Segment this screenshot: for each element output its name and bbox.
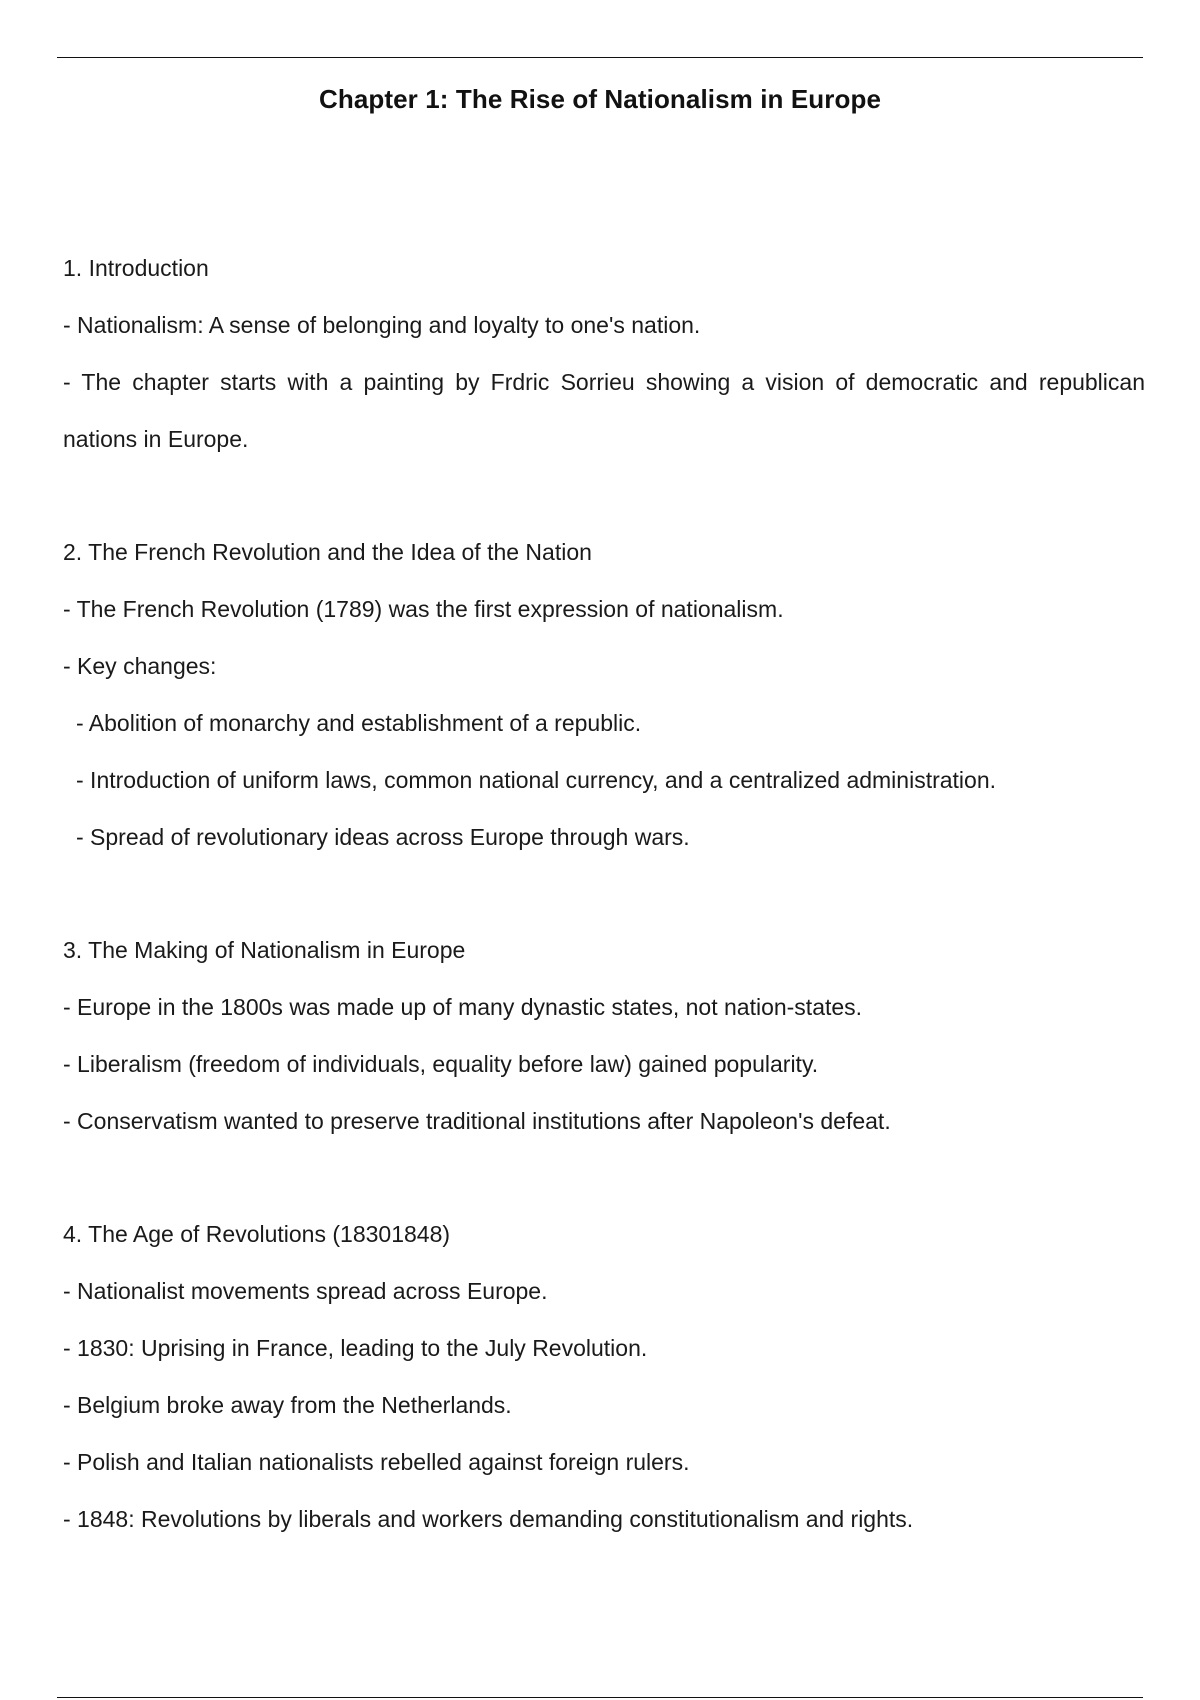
section-heading: 3. The Making of Nationalism in Europe <box>63 937 466 963</box>
list-item: - Nationalism: A sense of belonging and loyalty to one's nation. <box>63 312 701 338</box>
list-item: - Liberalism (freedom of individuals, equality before law) gained popularity. <box>63 1051 819 1077</box>
section-introduction <box>63 240 1145 468</box>
list-item: - The French Revolution (1789) was the first expression of nationalism. <box>63 596 784 622</box>
section-heading: 2. The French Revolution and the Idea of the Nation <box>63 539 592 565</box>
list-item: - Polish and Italian nationalists rebelled against foreign rulers. <box>63 1449 690 1475</box>
section-heading: 1. Introduction <box>63 255 209 281</box>
sub-list-item: - Abolition of monarchy and establishment of a republic. <box>76 710 642 736</box>
sub-list-item: - Introduction of uniform laws, common national currency, and a centralized administration. <box>76 767 997 793</box>
list-item: - 1848: Revolutions by liberals and workers demanding constitutionalism and rights. <box>63 1506 914 1532</box>
page-title: Chapter 1: The Rise of Nationalism in Europe <box>318 84 882 115</box>
list-item: - The chapter starts with a painting by Frdric Sorrieu showing a vision of democratic and republican nations in Europe. <box>63 369 1145 452</box>
section-french-revolution <box>63 524 1145 866</box>
list-item: - Conservatism wanted to preserve traditional institutions after Napoleon's defeat. <box>63 1108 891 1134</box>
bottom-rule <box>57 1697 1143 1698</box>
list-item: - Belgium broke away from the Netherlands. <box>63 1392 512 1418</box>
section-making-of-nationalism <box>63 922 1145 1150</box>
list-item: - Europe in the 1800s was made up of many dynastic states, not nation-states. <box>63 994 863 1020</box>
list-item: - Key changes: <box>63 653 217 679</box>
section-heading: 4. The Age of Revolutions (18301848) <box>63 1221 451 1247</box>
top-rule <box>57 57 1143 58</box>
list-item: - 1830: Uprising in France, leading to the July Revolution. <box>63 1335 648 1361</box>
sub-list-item: - Spread of revolutionary ideas across Europe through wars. <box>76 824 690 850</box>
list-item: - Nationalist movements spread across Europe. <box>63 1278 548 1304</box>
section-age-of-revolutions <box>63 1206 1145 1548</box>
document-body <box>63 240 1145 1604</box>
